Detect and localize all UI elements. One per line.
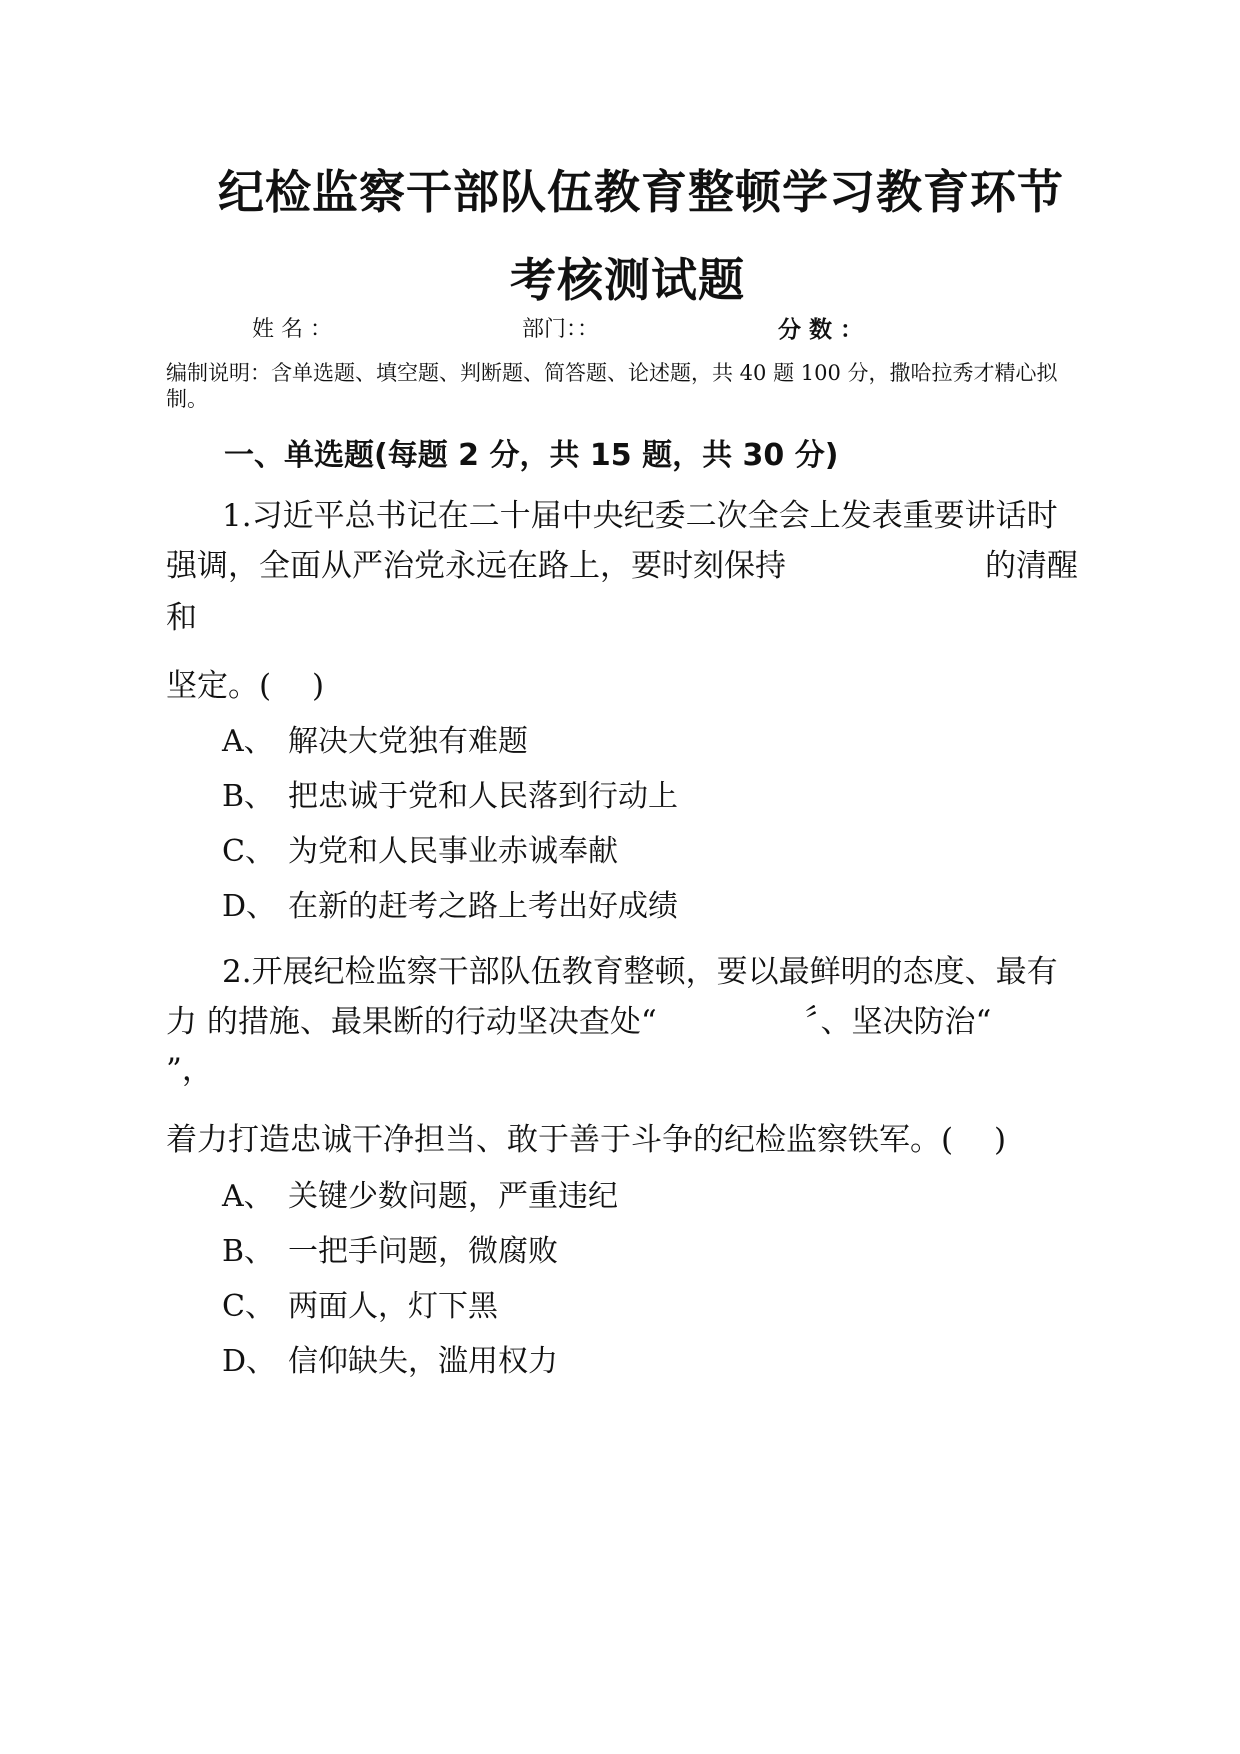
question-2-option-d [222, 1336, 558, 1380]
question-2-line3: ”， [166, 1052, 213, 1088]
question-1-option-a [222, 716, 528, 760]
option-text: 信仰缺失，滥用权力 [288, 1344, 558, 1379]
department-field-label: 部门：： [522, 317, 600, 342]
option-text: 一把手问题，微腐败 [288, 1234, 558, 1269]
question-1-option-b [222, 771, 678, 815]
compilation-note-line1: 编制说明：含单选题、填空题、判断题、简答题、论述题，共 40 题 100 分，撒哈拉秀才精心拟 [166, 361, 1058, 385]
option-text: 为党和人民事业赤诚奉献 [288, 834, 618, 869]
option-letter: C、 [222, 1289, 275, 1324]
option-text: 解决大党独有难题 [288, 724, 528, 759]
option-text: 在新的赶考之路上考出好成绩 [288, 889, 678, 924]
compilation-note-line2: 制。 [166, 387, 208, 411]
question-1-option-d [222, 881, 678, 925]
option-letter: D、 [222, 1344, 277, 1379]
option-text: 把忠诚于党和人民落到行动上 [288, 779, 678, 814]
option-letter: A、 [222, 724, 274, 759]
option-letter: D、 [222, 889, 277, 924]
question-1-line3: 和 [166, 600, 197, 636]
question-1-line1: 1.习近平总书记在二十届中央纪委二次全会上发表重要讲话时 [222, 498, 1058, 534]
option-text: 两面人，灯下黑 [288, 1289, 498, 1324]
option-letter: B、 [222, 1234, 275, 1269]
name-field-label: 姓 名 ： [252, 317, 332, 342]
option-text: 关键少数问题，严重违纪 [288, 1179, 618, 1214]
question-2-line2-end: 〞、坚决防治“ [805, 1004, 992, 1040]
question-2-line2: 力 的措施、最果断的行动坚决查处“ [166, 1004, 657, 1040]
page-title-line1: 纪检监察干部队伍教育整顿学习教育环节 [218, 165, 1064, 219]
score-field-label: 分 数 ： [778, 317, 864, 343]
question-1-line4: 坚定。( ) [166, 668, 325, 704]
question-2-option-c [222, 1281, 498, 1325]
section-heading-single-choice: 一、单选题(每题 2 分，共 15 题，共 30 分) [224, 438, 839, 473]
question-2-option-b [222, 1226, 558, 1270]
option-letter: A、 [222, 1179, 274, 1214]
option-letter: B、 [222, 779, 275, 814]
question-1-line2: 强调，全面从严治党永远在路上，要时刻保持 [166, 548, 786, 584]
option-letter: C、 [222, 834, 275, 869]
question-2-option-a [222, 1171, 618, 1215]
question-2-line1: 2.开展纪检监察干部队伍教育整顿，要以最鲜明的态度、最有 [222, 954, 1058, 990]
page-title-line2: 考核测试题 [510, 253, 745, 307]
question-1-option-c [222, 826, 618, 870]
question-1-line2-end: 的清醒 [985, 548, 1078, 584]
question-2-line4: 着力打造忠诚干净担当、敢于善于斗争的纪检监察铁军。( ) [166, 1122, 1007, 1158]
